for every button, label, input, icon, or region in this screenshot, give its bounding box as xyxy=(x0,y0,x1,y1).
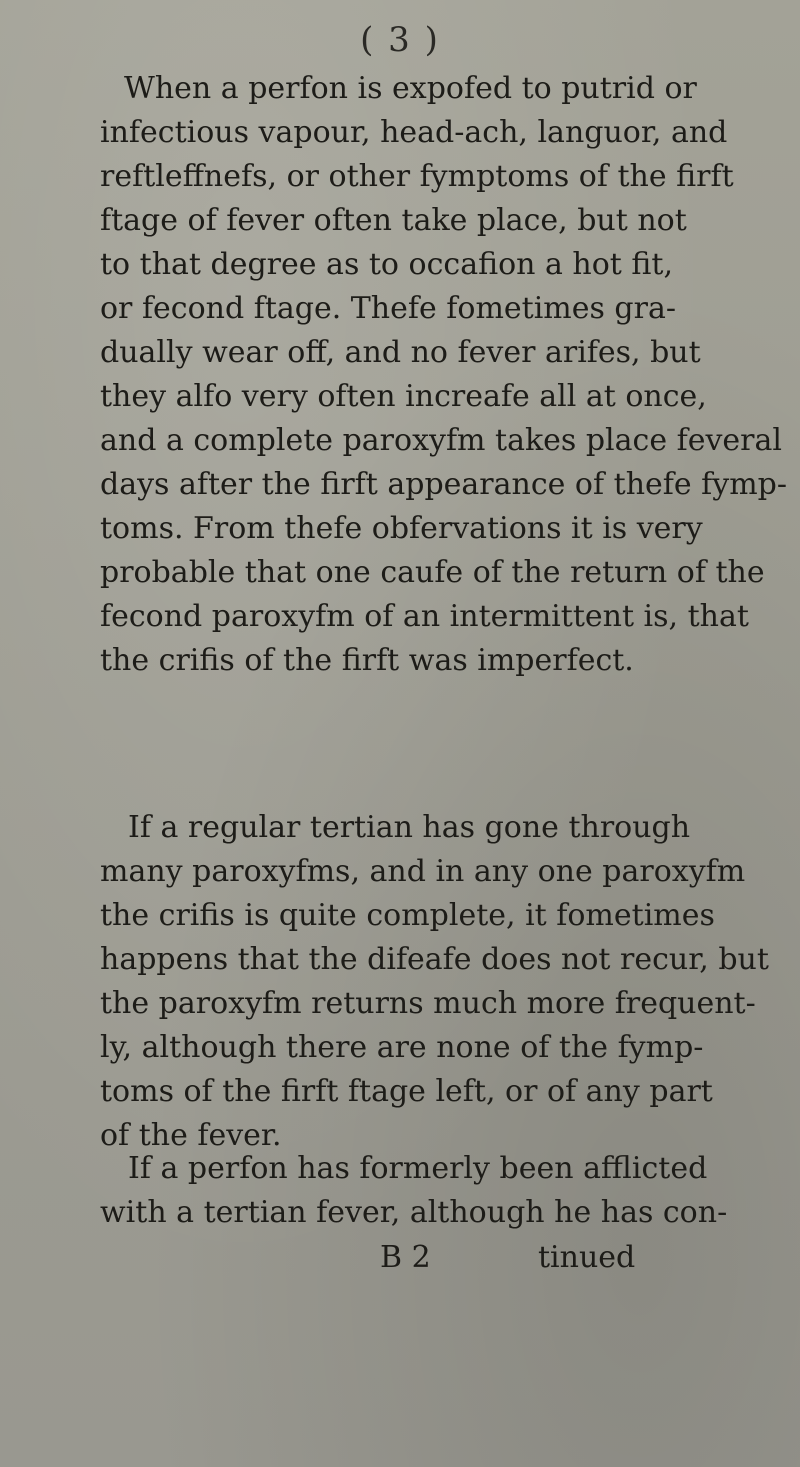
text-line: or fecond ftage. Thefe fometimes gra- xyxy=(100,291,676,326)
text-line: to that degree as to occafion a hot fit, xyxy=(100,247,674,282)
text-line: If a perfon has formerly been afflicted xyxy=(128,1151,708,1186)
text-line: fecond paroxyfm of an intermittent is, that xyxy=(100,599,749,634)
text-line: ly, although there are none of the fymp- xyxy=(100,1030,704,1065)
signature-mark: B 2 xyxy=(380,1240,431,1275)
text-line: ftage of fever often take place, but not xyxy=(100,203,687,238)
text-line: the crifis of the firft was imperfect. xyxy=(100,643,634,678)
text-line: When a perfon is expofed to putrid or xyxy=(124,71,697,106)
text-line: infectious vapour, head-ach, languor, and xyxy=(100,115,728,150)
paragraph-1 xyxy=(100,67,787,683)
text-line: many paroxyfms, and in any one paroxyfm xyxy=(100,854,746,889)
text-line: toms of the firft ftage left, or of any part xyxy=(100,1074,713,1109)
text-line: happens that the difeafe does not recur, but xyxy=(100,942,769,977)
text-line: reftleffnefs, or other fymptoms of the firft xyxy=(100,159,734,194)
text-line: toms. From thefe obfervations it is very xyxy=(100,511,703,546)
text-line: with a tertian fever, although he has con- xyxy=(100,1195,728,1230)
text-line: the paroxyfm returns much more frequent- xyxy=(100,986,756,1021)
page-number: ( 3 ) xyxy=(360,20,440,60)
text-line: probable that one caufe of the return of the xyxy=(100,555,765,590)
text-line: they alfo very often increafe all at once, xyxy=(100,379,707,414)
paragraph-2 xyxy=(100,806,769,1158)
paragraph-3 xyxy=(100,1147,728,1235)
text-line: dually wear off, and no fever arifes, but xyxy=(100,335,701,370)
text-line: of the fever. xyxy=(100,1118,282,1153)
text-line: the crifis is quite complete, it fometimes xyxy=(100,898,715,933)
text-line: days after the firft appearance of thefe fymp- xyxy=(100,467,787,502)
catchword: tinued xyxy=(538,1240,636,1275)
text-line: and a complete paroxyfm takes place feveral xyxy=(100,423,782,458)
text-line: If a regular tertian has gone through xyxy=(128,810,691,845)
page-footer xyxy=(0,1236,800,1280)
